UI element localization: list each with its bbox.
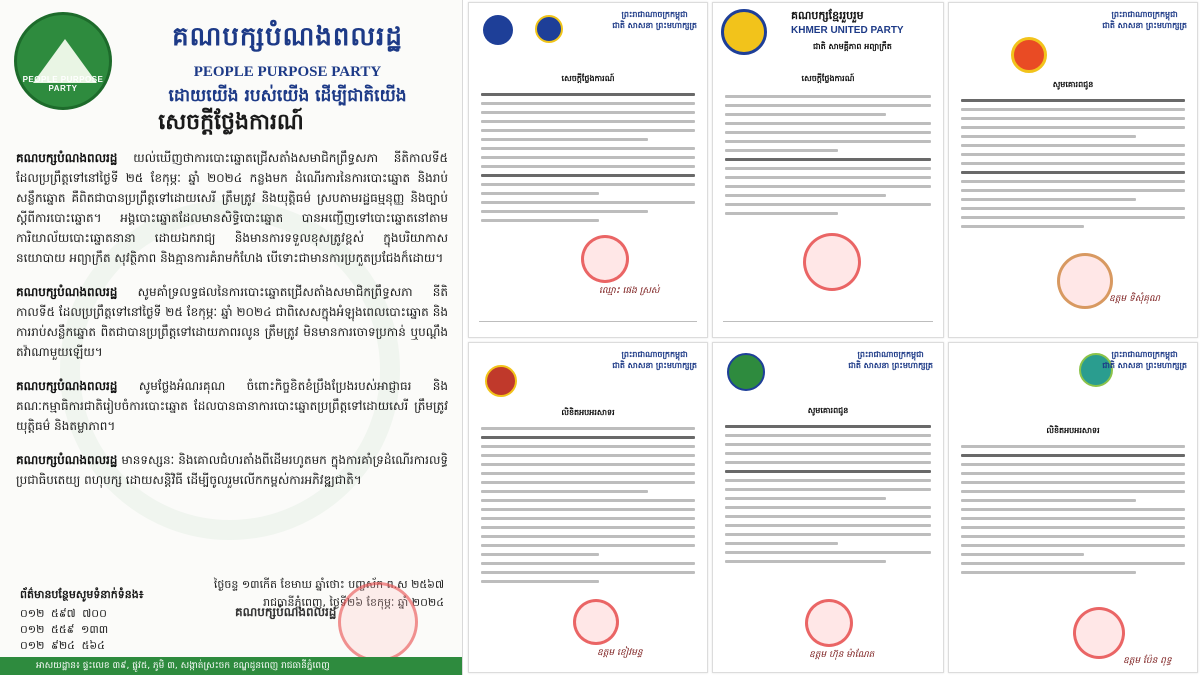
paragraph: គណបក្សបំណងពលរដ្ឋ សូមគាំទ្រលទ្ធផលនៃការបោះឆ្នោតជ្រើសតាំងសមាជិកព្រឹទ្ធសភា នីតិកាលទី៥ ដែលប្រព្រឹត្តទៅនៅថ្ងៃទី ២៥ ខែកុម្ភៈ ឆ្នាំ ២០២៤ ជាពិសេសក្នុងអំឡុងពេលបោះឆ្នោត និងការរាប់សន្លឹកឆ្នោត ពិតជាបានប្រព្រឹត្តទៅដោយភាពរលូន ត្រឹមត្រូវ មិនមានការចោទប្រកាន់ ឬបណ្តឹងតវ៉ាណាមួយឡើយ។: [16, 285, 448, 359]
kingdom-header: ព្រះរាជាណាចក្រកម្ពុជា ជាតិ សាសនា ព្រះមហាក្សត្រ: [612, 10, 697, 30]
doc-footer: [723, 321, 933, 331]
party-logo: [483, 15, 513, 45]
contact-block: [20, 588, 144, 654]
statement-document: [948, 2, 1198, 338]
statement-document: [468, 342, 708, 673]
body-text: [725, 95, 931, 221]
statement-body: [16, 148, 448, 504]
paragraph: គណបក្សបំណងពលរដ្ឋ មានទស្សនៈ និងគោលជំហរតាំងពីដើមរហូតមក ក្នុងការគាំទ្រដំណើរការលទ្ធិប្រជាធិបតេយ្យ ពហុបក្ស ដោយសន្តិវិធី ដើម្បីចូលរួមលើកកម្ពស់ការអភិវឌ្ឍជាតិ។: [16, 453, 448, 487]
logo-text: PEOPLE PURPOSE PARTY: [22, 75, 104, 93]
official-stamp: [1057, 253, 1113, 309]
doc-footer: [479, 321, 697, 331]
paragraph: គណបក្សបំណងពលរដ្ឋ យល់ឃើញថាការបោះឆ្នោតជ្រើសតាំងសមាជិកព្រឹទ្ធសភា នីតិកាលទី៥ ដែលប្រព្រឹត្តទៅនៅថ្ងៃទី ២៥ ខែកុម្ភៈ ឆ្នាំ ២០២៤ កន្លងមក ដំណើរការនៃការបោះឆ្នោត និងរាប់សន្លឹកឆ្នោត គឺពិតជាបានប្រព្រឹត្តទៅដោយសេរី ត្រឹមត្រូវ និងយុត្តិធម៌ ស្របតាមរដ្ឋធម្មនុញ្ញ និងច្បាប់ស្តីពីការបោះឆ្នោត។ អង្គបោះឆ្នោតដែលមានសិទ្ធិបោះឆ្នោត បានអញ្ជើញទៅបោះឆ្នោតនៅតាមការិយាល័យបោះឆ្នោតនានា ដោយឯករាជ្យ និងមានការទទួលខុសត្រូវខ្ពស់ ក្នុងបរិយាកាសនយោបាយ អព្យាក្រឹត សុវត្ថិភាព និងគ្មានការគំរាមកំហែង បើទោះជាមានការប្រកួតប្រជែងក៏ដោយ។: [16, 151, 448, 265]
signature: ឈ្មោះ ផេង ស្រស់: [599, 286, 660, 296]
solar-date: រាជធានីភ្នំពេញ, ថ្ងៃទី២៦ ខែកុម្ភៈ ឆ្នាំ ២០២៤: [263, 596, 444, 609]
party-logo: [1011, 37, 1047, 73]
signature: ឧត្តម ប៉ែន ពុទ្ធ: [1123, 656, 1172, 666]
phone-number: ០១២ ៥៥៩ ១៣៣: [20, 623, 109, 636]
doc-heading: សូមគោរពជូន: [807, 406, 849, 415]
party-logo: [485, 365, 517, 397]
body-text: [961, 99, 1185, 234]
statement-document: [712, 342, 944, 673]
main-statement-document: [0, 0, 463, 675]
body-text: [481, 427, 695, 589]
paragraph: គណបក្សបំណងពលរដ្ឋ សូមថ្លែងអំណរគុណ ចំពោះកិច្ចខិតខំប្រឹងប្រែងរបស់អាជ្ញាធរ និងគណៈកម្មាធិការជាតិរៀបចំការបោះឆ្នោត ដែលបានធានាការបោះឆ្នោតប្រព្រឹត្តទៅដោយសេរី ត្រឹមត្រូវ យុត្តិធម៌ និងតម្លាភាព។: [16, 379, 448, 433]
doc-heading: សេចក្តីថ្លែងការណ៍: [801, 74, 855, 83]
statement-document: [948, 342, 1198, 673]
body-text: [481, 93, 695, 228]
statement-document: [712, 2, 944, 338]
official-stamp: [1073, 607, 1125, 659]
body-text: [725, 425, 931, 569]
kingdom-header: ព្រះរាជាណាចក្រកម្ពុជា ជាតិ សាសនា ព្រះមហាក្សត្រ: [612, 350, 697, 370]
official-stamp: [573, 599, 619, 645]
doc-heading: លិខិតអបអរសាទរ: [561, 408, 615, 417]
party-motto: ជាតិ សាមគ្គីភាព អព្យាក្រឹត: [813, 42, 892, 51]
lunar-date: ថ្ងៃចន្ទ ១៣កើត ខែមាឃ ឆ្នាំថោះ បញ្ចស័ក ព.ស ២៥៦៧: [213, 578, 444, 591]
kingdom-header: ព្រះរាជាណាចក្រកម្ពុជា ជាតិ សាសនា ព្រះមហាក្សត្រ: [1102, 350, 1187, 370]
body-text: [961, 445, 1185, 580]
signature: ឧត្តម ហ៊ុន ម៉ាណែត: [809, 650, 875, 660]
doc-heading: លិខិតអបអរសាទរ: [1046, 426, 1100, 435]
doc-heading: សេចក្តីថ្លែងការណ៍: [561, 74, 615, 83]
phone-number: ០១២ ៥៩៧ ៧០០: [20, 607, 107, 620]
justice-scale-icon: [535, 15, 563, 43]
address-footer: អាសយដ្ឋាន៖ ផ្ទះលេខ ៣៩, ផ្លូវ៥, ភូមិ ៣, សង្កាត់ស្រះចក ខណ្ឌដូនពេញ រាជធានីភ្នំពេញ: [0, 657, 462, 675]
official-stamp: [803, 233, 861, 291]
contact-label: ព័ត៌មានបន្ថែមសូមទំនាក់ទំនង៖: [20, 588, 144, 601]
signature: ឧត្តម ខៀវមន្ទ: [597, 648, 643, 658]
statement-document: [468, 2, 708, 338]
party-logo: [14, 12, 112, 110]
signature: ឧត្តម ទិសុំគុណ: [1109, 294, 1160, 304]
letterhead: [120, 20, 455, 110]
party-name-kh: គណបក្សបំណងពលរដ្ឋ: [172, 22, 403, 52]
official-stamp: [805, 599, 853, 647]
party-name-kh: គណបក្សខ្មែររួបរួម: [791, 10, 864, 22]
signature: គណបក្សបំណងពលរដ្ឋ: [235, 605, 337, 619]
party-logo: [727, 353, 765, 391]
umbrella-icon: [721, 9, 767, 55]
party-name-en: KHMER UNITED PARTY: [791, 25, 904, 36]
kingdom-header: ព្រះរាជាណាចក្រកម្ពុជា ជាតិ សាសនា ព្រះមហាក្សត្រ: [1102, 10, 1187, 30]
official-stamp: [581, 235, 629, 283]
statement-heading: សេចក្តីថ្លែងការណ៍: [158, 109, 304, 135]
official-stamp: [338, 582, 418, 662]
phone-number: ០១២ ៩២៤ ៥៦៤: [20, 639, 105, 652]
party-name-en: PEOPLE PURPOSE PARTY: [193, 64, 382, 80]
party-slogan: ដោយយើង របស់យើង ដើម្បីជាតិយើង: [168, 86, 407, 106]
doc-heading: សូមគោរពជូន: [1052, 80, 1094, 89]
kingdom-header: ព្រះរាជាណាចក្រកម្ពុជា ជាតិ សាសនា ព្រះមហាក្សត្រ: [848, 350, 933, 370]
